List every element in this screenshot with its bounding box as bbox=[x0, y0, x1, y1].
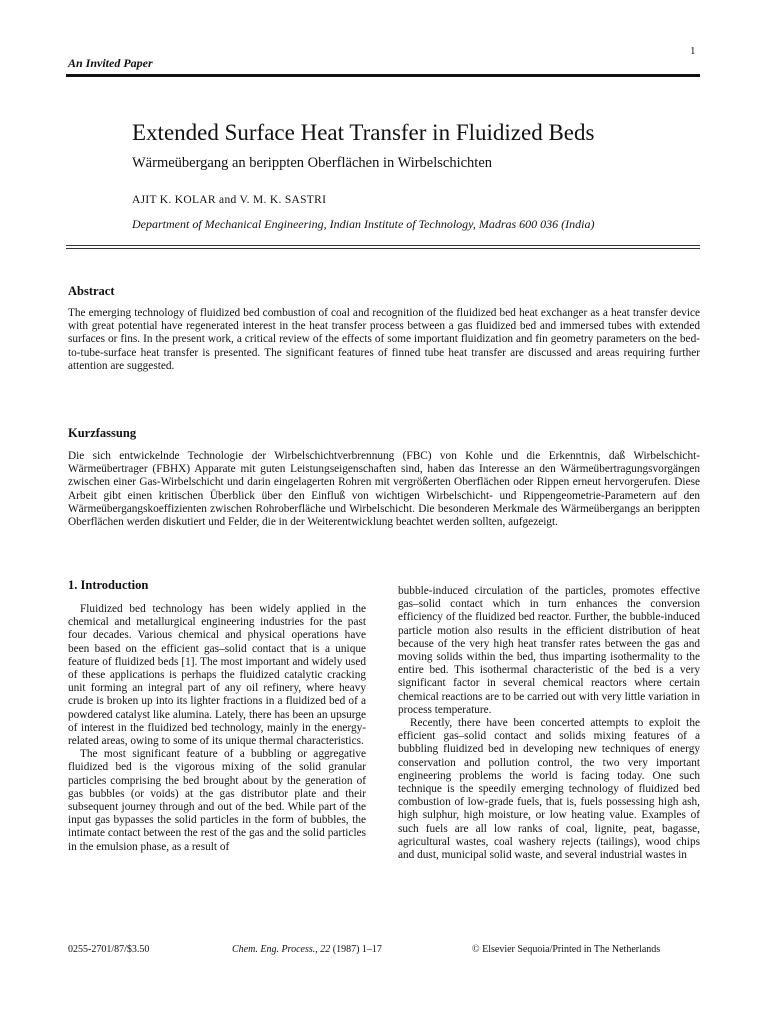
footer-citation bbox=[232, 944, 382, 955]
divider-rule bbox=[66, 245, 700, 246]
footer-code: 0255-2701/87/$3.50 bbox=[68, 944, 150, 955]
header-label: An Invited Paper bbox=[68, 56, 153, 70]
footer-volume: 22 bbox=[320, 944, 331, 955]
intro-paragraph-4: Recently, there have been concerted attempts to exploit the efficient gas–solid contact and solids mixing features of a bubbling fluidized bed in developing new techniques of energy conservation and pollution control, the two very important engineering problems the world is facing today. One such technique is the speedily emerging technology of fluidized bed combustion of low-grade fuels, that is, fuels possessing high ash, high sulphur, high moisture, or low heating value. Examples of such fuels are all low ranks of coal, lignite, peat, bagasse, agricultural wastes, coal washery rejects (tailings), wood chips and dust, municipal solid waste, and several industrial wastes in bbox=[398, 717, 700, 862]
page-number: 1 bbox=[690, 45, 696, 57]
introduction-heading: 1. Introduction bbox=[68, 578, 149, 592]
footer-publisher: © Elsevier Sequoia/Printed in The Netherlands bbox=[472, 944, 661, 955]
right-column bbox=[398, 585, 700, 862]
authors: AJIT K. KOLAR and V. M. K. SASTRI bbox=[132, 194, 327, 206]
abstract-text: The emerging technology of fluidized bed combustion of coal and recognition of the fluidized bed heat exchanger as a heat transfer device with great potential have regenerated interest in the heat transfer process between a gas fluidized bed and immersed tubes with extended surfaces or fins. In the present work, a critical review of the effects of some important fluidization and fin geometry parameters on the bed-to-tube-surface heat transfer is presented. The significant features of finned tube heat transfer are discussed and areas requiring further attention are suggested. bbox=[68, 307, 700, 372]
paper-title: Extended Surface Heat Transfer in Fluidized Beds bbox=[132, 120, 595, 145]
kurzfassung-heading: Kurzfassung bbox=[68, 426, 137, 440]
abstract-heading: Abstract bbox=[68, 284, 115, 298]
intro-paragraph-2: The most significant feature of a bubbling or aggregative fluidized bed is the vigorous mixing of the solid granular particles comprising the bed brought about by the generation of gas bubbles (or voids) at the gas distributor plate and their subsequent journey through and out of the bed. While part of the input gas bypasses the solid particles in the form of bubbles, the intimate contact between the rest of the gas and the solid particles in the emulsion phase, as a result of bbox=[68, 748, 366, 853]
affiliation: Department of Mechanical Engineering, Indian Institute of Technology, Madras 600 036 (India) bbox=[132, 217, 595, 231]
intro-paragraph-1: Fluidized bed technology has been widely applied in the chemical and metallurgical engineering industries for the past four decades. Various chemical and physical operations have been based on the efficient gas–solid contact that is a unique feature of fluidized beds [1]. The most important and widely used of these applications is perhaps the fluidized catalytic cracking unit forming an integral part of any oil refinery, where heavy crude is broken up into its lighter fractions in a fluidized bed of a powdered catalyst like alumina. Lately, there has been an upsurge of interest in the fluidized bed technology, mainly in the energy-related areas, owing to some of its unique thermal characteristics. bbox=[68, 603, 366, 748]
footer-journal: Chem. Eng. Process., bbox=[232, 944, 318, 955]
divider-rule-2 bbox=[66, 248, 700, 249]
header-rule bbox=[66, 74, 700, 77]
footer-year-pages: (1987) 1–17 bbox=[332, 944, 382, 955]
intro-paragraph-3: bubble-induced circulation of the particles, promotes effective gas–solid contact which in turn enhances the conversion efficiency of the fluidized bed reactor. Further, the bubble-induced particle motion also results in the efficient distribution of heat because of the very high heat transfer rates between the gas and moving solids within the bed, thus imparting isothermality to the entire bed. This isothermal characteristic of the bed is a very significant factor in several chemical reactors where certain chemical reactions are to be carried out with very little variation in process temperature. bbox=[398, 585, 700, 716]
kurzfassung-text: Die sich entwickelnde Technologie der Wirbelschichtverbrennung (FBC) von Kohle und die Erkenntnis, daß Wirbelschicht-Wärmeübertrager (FBHX) Apparate mit guten Leistungseigenschaften sind, haben das Interesse an den Wärmeübertragungsvorgängen zwischen einer Gas-Wirbelschicht und darin eingelagerten Rohren mit vergrößerten Oberflächen oder Rippen erneut hervorgerufen. Diese Arbeit gibt einen kritischen Überblick über den Einfluß von wichtigen Wirbelschicht- und Rippengeometrie-Parametern auf den Wärmeübergangskoeffizienten zwischen Rohroberfläche und Wirbelschicht. Die besonderen Merkmale des Wärmeübergangs an berippten Oberflächen werden diskutiert und Felder, die in der Weiterentwicklung beachtet werden sollten, aufgezeigt. bbox=[68, 450, 700, 529]
left-column bbox=[68, 578, 366, 854]
paper-subtitle: Wärmeübergang an berippten Oberflächen in Wirbelschichten bbox=[132, 155, 493, 171]
